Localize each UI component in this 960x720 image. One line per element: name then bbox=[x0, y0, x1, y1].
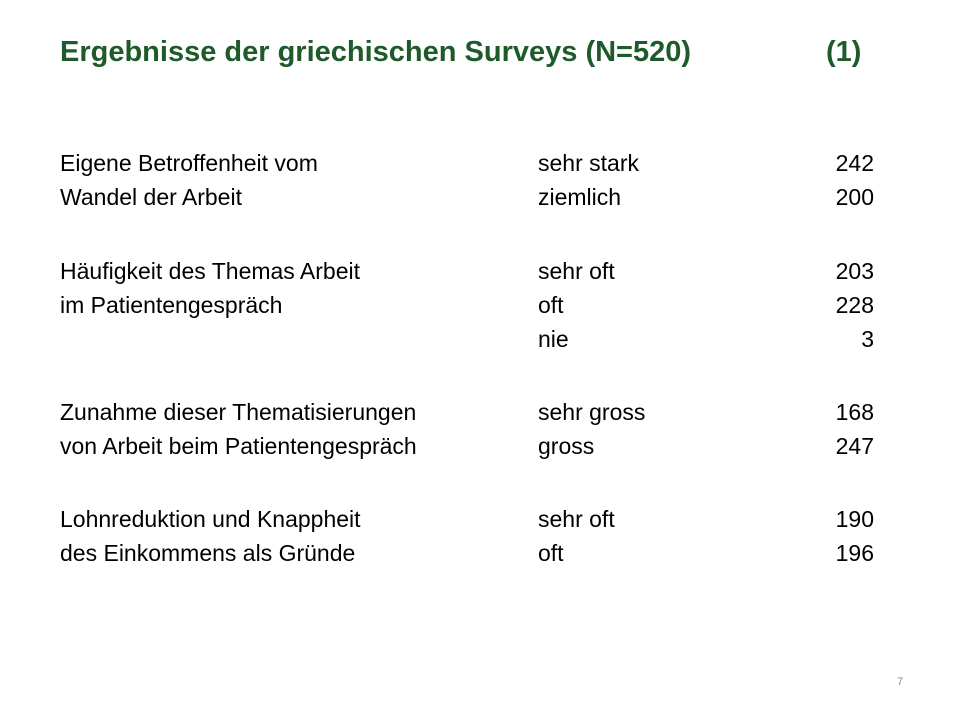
row-value: 196 bbox=[835, 540, 874, 566]
row-category: oft bbox=[538, 540, 564, 566]
row-value: 168 bbox=[835, 399, 874, 425]
table-row bbox=[60, 146, 880, 180]
row-label: Zunahme dieser Thematisierungen bbox=[60, 399, 417, 425]
row-label: Wandel der Arbeit bbox=[60, 184, 242, 210]
row-value: 247 bbox=[835, 433, 874, 459]
row-label: des Einkommens als Gründe bbox=[60, 540, 356, 566]
row-value: 228 bbox=[835, 292, 874, 318]
row-label: Häufigkeit des Themas Arbeit bbox=[60, 258, 361, 284]
row-label: im Patientengespräch bbox=[60, 292, 283, 318]
row-category: oft bbox=[538, 292, 564, 318]
row-category: gross bbox=[538, 433, 595, 459]
title-text: Ergebnisse der griechischen Surveys (N=520) bbox=[60, 36, 692, 68]
row-category: sehr oft bbox=[538, 506, 615, 532]
page-number: 7 bbox=[896, 676, 904, 688]
row-label: Eigene Betroffenheit vom bbox=[60, 150, 318, 176]
row-category: sehr oft bbox=[538, 258, 615, 284]
table-row bbox=[60, 502, 880, 536]
row-category: ziemlich bbox=[538, 184, 622, 210]
row-label: von Arbeit beim Patientengespräch bbox=[60, 433, 417, 459]
row-category: sehr stark bbox=[538, 150, 639, 176]
title-number: (1) bbox=[826, 36, 862, 68]
row-value: 203 bbox=[835, 258, 874, 284]
row-category: sehr gross bbox=[538, 399, 646, 425]
page-title bbox=[60, 36, 880, 76]
table-row bbox=[60, 322, 880, 356]
row-value: 3 bbox=[861, 326, 874, 352]
row-value: 200 bbox=[835, 184, 874, 210]
table-row bbox=[60, 254, 880, 288]
row-label: Lohnreduktion und Knappheit bbox=[60, 506, 361, 532]
table-row bbox=[60, 288, 880, 322]
row-value: 190 bbox=[835, 506, 874, 532]
table-row bbox=[60, 395, 880, 429]
table-row bbox=[60, 180, 880, 214]
row-category: nie bbox=[538, 326, 569, 352]
row-value: 242 bbox=[835, 150, 874, 176]
table-row bbox=[60, 536, 880, 570]
table-row bbox=[60, 429, 880, 463]
